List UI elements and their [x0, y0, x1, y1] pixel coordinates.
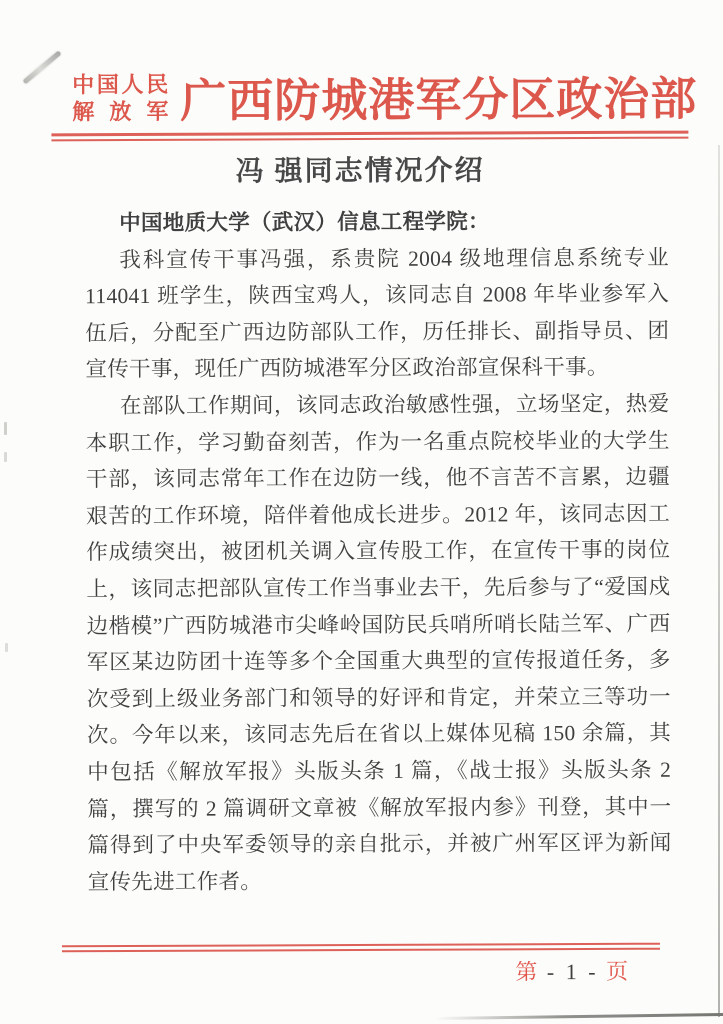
document-title: 冯 强同志情况介绍: [235, 155, 485, 188]
document-body: [85, 203, 672, 901]
org-abbreviation-line1: 中国人民: [72, 71, 169, 98]
paragraph: 我科宣传干事冯强，系贵院 2004 级地理信息系统专业 114041 班学生，陕西宝鸡人，该同志自 2008 年毕业参军入伍后，分配至广西边防部队工作，历任排长、副指导员、团宣传干事，现任广西防城港军分区政治部宣保科干事。: [85, 245, 670, 382]
salutation: 中国地质大学（武汉）信息工程学院：: [119, 209, 490, 236]
org-name: 广西防城港军分区政治部: [180, 73, 698, 128]
scan-page-edge-right: [718, 145, 720, 1017]
org-abbreviation-line2: 解 放 军: [72, 98, 169, 125]
scan-artifact: [4, 422, 7, 435]
letterhead: [72, 69, 697, 129]
page-number: - 1 -: [546, 958, 599, 985]
page-footer: [62, 955, 630, 988]
org-abbreviation: [72, 71, 168, 125]
page-label-prefix: 第: [515, 959, 540, 985]
letterhead-double-rule: [51, 131, 688, 142]
paragraph: 在部队工作期间，该同志政治敏感性强，立场坚定，热爱本职工作，学习勤奋刻苦，作为一名重点院校毕业的大学生干部，该同志常年工作在边防一线，他不言苦不言累，边疆艰苦的工作环境，陪伴着他成长进步。2012 年，该同志因工作成绩突出，被团机关调入宣传股工作，在宣传干事的岗位上，该同志把部队宣传工作当事业去干，先后参与了“爱国戍边楷模”广西防城港市尖峰岭国防民兵哨所哨长陆兰军、广西军区某边防团十连等多个全国重大典型的宣传报道任务，多次受到上级业务部门和领导的好评和肯定，并荣立三等功一次。今年以来，该同志先后在省以上媒体见稿 150 余篇，其中包括《解放军报》头版头条 1 篇，《战士报》头版头条 2 篇，撰写的 2 篇调研文章被《解放军报内参》刊登，其中一篇得到了中央军委领导的亲自批示，并被广州军区评为新闻宣传先进工作者。: [85, 391, 672, 894]
scan-artifact: [4, 452, 7, 462]
page-label-suffix: 页: [605, 958, 631, 984]
footer-double-rule: [62, 943, 660, 953]
scan-artifact: [5, 643, 8, 652]
